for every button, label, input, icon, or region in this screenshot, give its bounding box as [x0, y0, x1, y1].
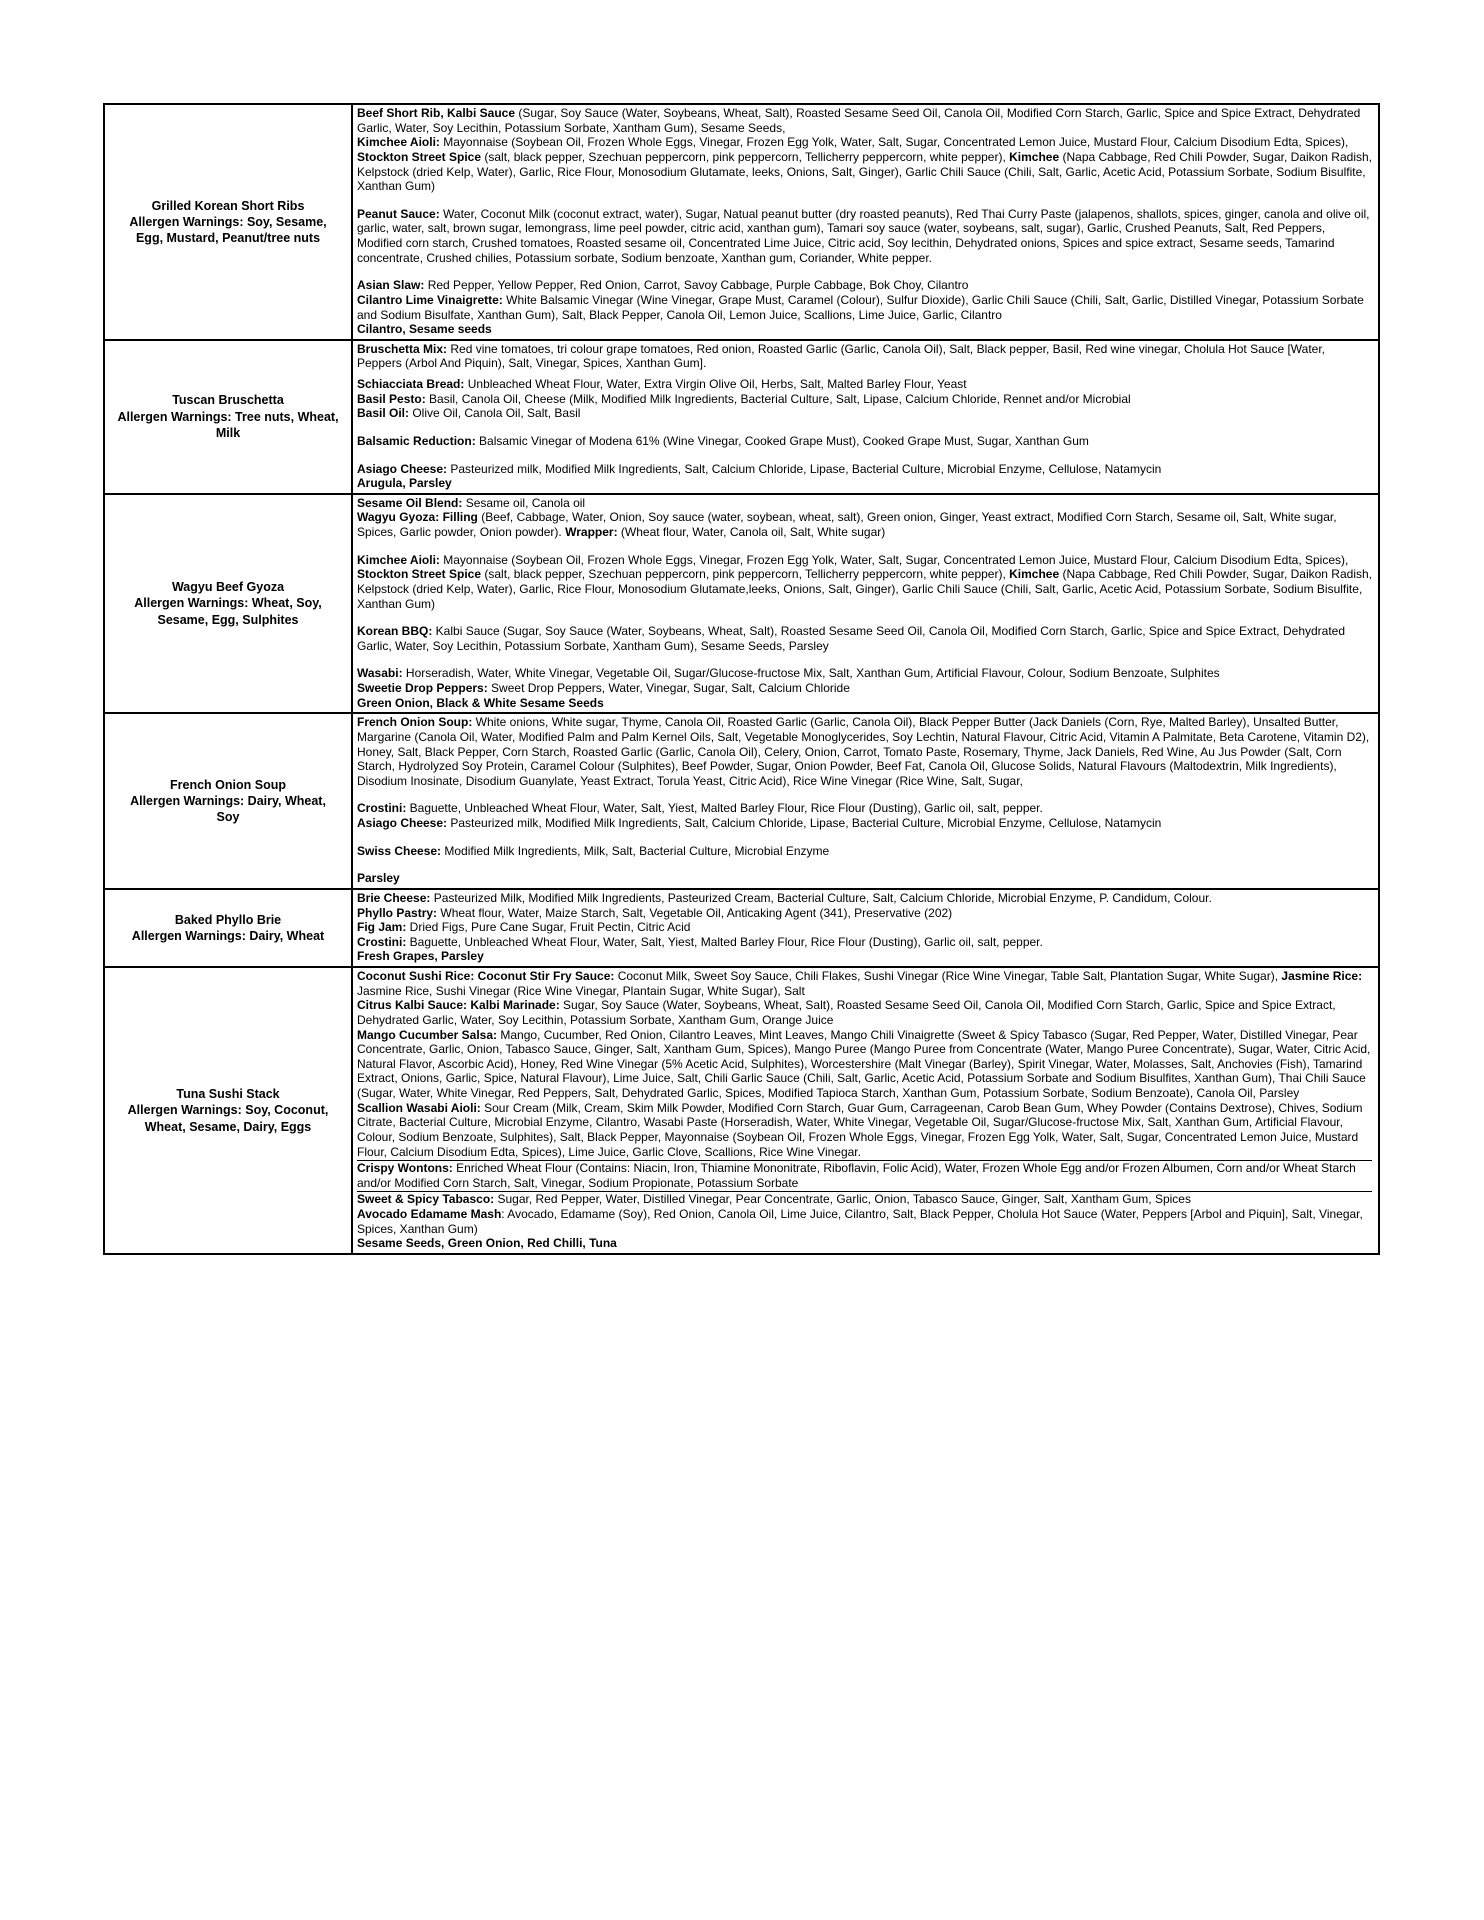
dish-name: Tuna Sushi Stack: [176, 1087, 280, 1102]
ingredient-paragraph: [357, 696, 1372, 711]
ingredient-paragraph: [357, 293, 1372, 322]
ingredient-paragraph: [357, 816, 1372, 831]
ingredient-label: Mango Cucumber Salsa:: [357, 1027, 498, 1042]
ingredient-text: White onions, White sugar, Thyme, Canola Oil, Roasted Garlic (Garlic, Canola Oil), Black Pepper Butter (Jack Daniels (Corn, Rye, Malted Barley), Unsalted Butter, Margarine (Canola Oil, Water, Modified Palm and Palm Kernel Oils, Salt, Vegetable Monoglycerides, Soy Lechtin, Natural Flavour, Citric Acid, Vitamin A Palmitate, Beta Carotene, Vitamin D2), Honey, Salt, Black Pepper, Corn Starch, Roasted Garlic (Garlic, Canola Oil), Celery, Onion, Carrot, Tomato Paste, Rosemary, Thyme, Jack Daniels, Red Wine, Au Jus Powder (Salt, Corn Starch, Hydrolyzed Soy Protein, Caramel Colour (Sulphites), Beef Powder, Sugar, Onion Powder, Beef Fat, Canola Oil, Glucose Solids, Natural Flavours (Maltodextrin, Milk Ingredients), Disodium Inosinate, Disodium Guanylate, Yeast Extract, Torula Yeast, Citric Acid), Rice Wine Vinegar (Rice Wine, Salt, Sugar,: [357, 715, 1370, 788]
ingredient-paragraph: [357, 1101, 1372, 1162]
ingredient-paragraph: [357, 1236, 1372, 1251]
dish-cell: [104, 340, 352, 494]
ingredient-text: Red vine tomatoes, tri colour grape tomatoes, Red onion, Roasted Garlic (Garlic, Canola Oil), Salt, Black pepper, Basil, Red wine vinegar, Cholula Hot Sauce [Water, Peppers (Arbol And Piquin), Salt, Vinegar, Spices, Xanthan Gum].: [357, 341, 1326, 371]
ingredient-text: (Napa Cabbage, Red Chili Powder, Sugar, Daikon Radish, Kelpstock (dried Kelp, Water), Garlic, Rice Flour, Monosodium Glutamate,leeks, Onions, Salt, Ginger), Garlic Chili Sauce (Chili, Salt, Garlic, Acetic Acid, Potassium Sorbate, Sodium Bisulfite, Xanthan Gum): [357, 567, 1372, 611]
ingredient-text: Dried Figs, Pure Cane Sugar, Fruit Pectin, Citric Acid: [406, 920, 691, 935]
ingredient-text: Baguette, Unbleached Wheat Flour, Water, Salt, Yiest, Malted Barley Flour, Rice Flour (Dusting), Garlic oil, salt, pepper.: [406, 934, 1043, 949]
dish-name: Grilled Korean Short Ribs: [151, 198, 305, 213]
dish-cell: [104, 494, 352, 714]
ingredient-label: Basil Oil:: [357, 406, 410, 421]
ingredient-paragraph: [357, 406, 1372, 421]
ingredient-paragraph: [357, 1207, 1372, 1236]
ingredient-text: Horseradish, Water, White Vinegar, Vegetable Oil, Sugar/Glucose-fructose Mix, Salt, Xanthan Gum, Artificial Flavour, Colour, Sodium Benzoate, Sulphites: [402, 666, 1220, 681]
ingredient-text: (Wheat flour, Water, Canola oil, Salt, White sugar): [620, 525, 886, 539]
ingredient-paragraph: [357, 891, 1372, 906]
ingredient-label: Fresh Grapes, Parsley: [357, 949, 484, 964]
ingredient-label: Green Onion, Black & White Sesame Seeds: [357, 695, 604, 710]
dish-cell: [104, 713, 352, 889]
ingredient-text: Pasteurized milk, Modified Milk Ingredients, Salt, Calcium Chloride, Lipase, Bacterial Culture, Microbial Enzyme, Cellulose, Natamycin: [447, 816, 1162, 830]
ingredient-paragraph: [357, 377, 1372, 392]
ingredient-paragraph: [357, 476, 1372, 491]
ingredient-label: Scallion Wasabi Aioli:: [357, 1100, 481, 1115]
ingredient-paragraph: [357, 342, 1372, 371]
dish-cell: [104, 967, 352, 1254]
ingredient-paragraph: [357, 322, 1372, 337]
dish-name: Wagyu Beef Gyoza: [171, 580, 285, 595]
ingredient-label: Jasmine Rice:: [1281, 969, 1363, 983]
ingredient-label: Stockton Street Spice: [357, 567, 485, 582]
ingredient-text: Pasteurized milk, Modified Milk Ingredients, Salt, Calcium Chloride, Lipase, Bacterial Culture, Microbial Enzyme, Cellulose, Natamycin: [447, 461, 1162, 476]
ingredient-label: Brie Cheese:: [357, 890, 431, 905]
ingredient-label: Basil Pesto:: [357, 391, 426, 406]
ingredient-text: Balsamic Vinegar of Modena 61% (Wine Vinegar, Cooked Grape Must), Cooked Grape Must, Sugar, Xanthan Gum: [475, 433, 1089, 448]
menu-row: [104, 494, 1379, 714]
ingredient-label: Crispy Wontons:: [357, 1161, 453, 1176]
ingredients-cell: [352, 494, 1379, 714]
ingredient-paragraph: [357, 906, 1372, 921]
dish-allergens: Allergen Warnings: Soy, Coconut, Wheat, Sesame, Dairy, Eggs: [127, 1103, 329, 1134]
ingredient-text: Sugar, Soy Sauce (Water, Soybeans, Wheat, Salt), Roasted Sesame Seed Oil, Canola Oil, Modified Corn Starch, Garlic, Spice and Spice Extract, Dehydrated Garlic, Water, Soy Lecithin, Potassium Sorbate, Xantham Gum, Orange Juice: [357, 998, 1336, 1027]
ingredient-label: Sweet & Spicy Tabasco:: [357, 1192, 495, 1207]
allergen-table-body: [104, 104, 1379, 1254]
ingredient-text: Enriched Wheat Flour (Contains: Niacin, Iron, Thiamine Mononitrate, Riboflavin, Folic Acid), Water, Frozen Whole Egg and/or Frozen Albumen, Corn and/or Wheat Starch and/or Modified Corn Starch, Salt, Vinegar, Sodium Propionate, Potassium Sorbate: [357, 1161, 1356, 1190]
ingredient-paragraph: [357, 969, 1372, 998]
ingredient-label: Cilantro Lime Vinaigrette:: [357, 292, 503, 307]
ingredient-label: Avocado Edamame Mash: [357, 1207, 502, 1221]
ingredient-label: Kimchee: [1009, 567, 1063, 582]
ingredient-label: Wasabi:: [357, 666, 403, 681]
ingredients-cell: [352, 104, 1379, 340]
ingredient-label: Asian Slaw:: [357, 278, 425, 293]
ingredients-cell: [352, 967, 1379, 1254]
ingredient-text: Coconut Milk, Sweet Soy Sauce, Chili Flakes, Sushi Vinegar (Rice Wine Vinegar, Table Salt, Plantation Sugar, White Sugar),: [614, 969, 1282, 983]
ingredient-text: Sesame oil, Canola oil: [465, 495, 586, 510]
ingredient-text: Basil, Canola Oil, Cheese (Milk, Modified Milk Ingredients, Bacterial Culture, Salt, Lipase, Calcium Chloride, Rennet and/or Microbial: [425, 391, 1131, 406]
ingredient-text: Water, Coconut Milk (coconut extract, water), Sugar, Natual peanut butter (dry roasted peanuts), Red Thai Curry Paste (jalapenos, shallots, spices, ginger, canola and olive oil, garlic, water, salt, brown sugar, lemongrass, lime peel powder, citric acid, xanthan gum), Tamari soy sauce (water, soybeans, salt, sugar), Garlic, Crushed Peanuts, Salt, Red Peppers, Modified corn starch, Crushed tomatoes, Roasted sesame oil, Concentrated Lime Juice, Citric acid, Soy lecithin, Dehydrated onions, Spices and spice extract, Sesame seeds, Tamarind concentrate, Crushed chilies, Potassium sorbate, Sodium benzoate, Xanthan gum, Coriander, White pepper.: [357, 206, 1370, 265]
ingredient-label: Phyllo Pastry:: [357, 905, 438, 920]
ingredient-text: Wheat flour, Water, Maize Starch, Salt, Vegetable Oil, Anticaking Agent (341), Preservative (202): [437, 905, 953, 920]
ingredient-paragraph: [357, 624, 1372, 653]
ingredient-label: Cilantro, Sesame seeds: [357, 322, 492, 337]
ingredient-label: Kimchee Aioli:: [357, 552, 440, 567]
dish-name: Tuscan Bruschetta: [172, 393, 284, 408]
ingredient-paragraph: [357, 510, 1372, 539]
menu-row: [104, 340, 1379, 494]
ingredient-text: (salt, black pepper, Szechuan peppercorn, pink peppercorn, Tellicherry peppercorn, white pepper),: [484, 149, 1010, 164]
ingredient-text: Mango, Cucumber, Red Onion, Cilantro Leaves, Mint Leaves, Mango Chili Vinaigrette (Sweet & Spicy Tabasco (Sugar, Red Pepper, Water, Distilled Vinegar, Pear Concentrate, Garlic, Onion, Tabasco Sauce, Ginger, Salt, Xantham Gum, Spices), Mango Puree (Mango Puree from Concentrate (Water, Mango Puree Concentrate), Sugar, Water, Citric Acid, Natural Flavor, Ascorbic Acid), Honey, Red Wine Vinegar (5% Acetic Acid, Sulphites), Worcestershire (Malt Vinegar (Barley), Spirit Vinegar, Water, Molasses, Salt, Anchovies (Fish), Tamarind Extract, Onions, Garlic, Spice, Natural Flavour), Lime Juice, Salt, Chili Garlic Sauce (Chili, Salt, Garlic, Acetic Acid, Potassium Sorbate and Sodium Bisulfites, Xanthan Gum), Thai Chili Sauce (Sugar, Water, White Vinegar, Red Peppers, Salt, Dehydrated Garlic, Spices, Modified Tapioca Starch, Xanthan Gum, Potassium Sorbate, Sodium Benzoate), Canola Oil, Parsley: [357, 1027, 1371, 1100]
ingredients-cell: [352, 889, 1379, 967]
ingredient-text: (Beef, Cabbage, Water, Onion, Soy sauce (water, soybean, wheat, salt), Green onion, Ginger, Yeast extract, Modified Corn Starch, Sesame oil, Salt, White sugar, Spices, Garlic powder, Onion powder).: [357, 510, 1337, 539]
menu-row: [104, 889, 1379, 967]
ingredient-paragraph: [357, 207, 1372, 266]
ingredient-label: Parsley: [357, 871, 400, 886]
allergen-table: [103, 103, 1380, 1255]
ingredient-label: Coconut Sushi Rice: Coconut Stir Fry Sauce:: [357, 969, 615, 983]
ingredient-label: Swiss Cheese:: [357, 843, 442, 858]
ingredient-paragraph: [357, 553, 1372, 612]
ingredient-paragraph: [357, 998, 1372, 1027]
ingredient-text: Jasmine Rice, Sushi Vinegar (Rice Wine Vinegar, Plantain Sugar, White Sugar), Salt: [357, 983, 805, 998]
ingredients-cell: [352, 340, 1379, 494]
ingredient-label: Fig Jam:: [357, 920, 407, 935]
ingredient-label: Korean BBQ:: [357, 624, 433, 639]
ingredient-label: Bruschetta Mix:: [357, 341, 448, 356]
ingredient-paragraph: [357, 462, 1372, 477]
ingredient-label: Wagyu Gyoza: Filling: [357, 510, 482, 525]
ingredient-paragraph: [357, 392, 1372, 407]
ingredient-label: Kimchee: [1009, 149, 1063, 164]
ingredient-paragraph: [357, 949, 1372, 964]
dish-name: Baked Phyllo Brie: [174, 912, 282, 927]
dish-allergens: Allergen Warnings: Soy, Sesame, Egg, Mustard, Peanut/tree nuts: [129, 214, 327, 245]
dish-cell: [104, 889, 352, 967]
ingredient-text: Kalbi Sauce (Sugar, Soy Sauce (Water, Soybeans, Wheat, Salt), Roasted Sesame Seed Oil, Canola Oil, Modified Corn Starch, Garlic, Spice and Spice Extract, Dehydrated Garlic, Water, Soy Lecithin, Potassium Sorbate, Xantham Gum), Sesame Seeds, Parsley: [357, 624, 1346, 653]
ingredient-label: Wrapper:: [565, 525, 621, 539]
ingredient-text: Olive Oil, Canola Oil, Salt, Basil: [409, 406, 581, 421]
ingredient-paragraph: [357, 681, 1372, 696]
ingredient-label: Crostini:: [357, 934, 407, 949]
ingredient-label: Arugula, Parsley: [357, 476, 452, 491]
ingredient-paragraph: [357, 666, 1372, 681]
ingredient-paragraph: [357, 106, 1372, 135]
ingredient-paragraph: [357, 801, 1372, 816]
ingredient-label: Sweetie Drop Peppers:: [357, 681, 488, 695]
ingredient-label: Schiacciata Bread:: [357, 377, 465, 391]
dish-allergens: Allergen Warnings: Wheat, Soy, Sesame, Egg, Sulphites: [134, 596, 322, 627]
ingredient-paragraph: [357, 920, 1372, 935]
dish-allergens: Allergen Warnings: Dairy, Wheat, Soy: [130, 793, 326, 825]
ingredient-paragraph: [357, 1028, 1372, 1101]
ingredient-text: Modified Milk Ingredients, Milk, Salt, Bacterial Culture, Microbial Enzyme: [441, 843, 830, 858]
ingredient-text: Sweet Drop Peppers, Water, Vinegar, Sugar, Salt, Calcium Chloride: [487, 681, 850, 695]
ingredient-label: Stockton Street Spice: [357, 149, 485, 164]
ingredient-text: White Balsamic Vinegar (Wine Vinegar, Grape Must, Caramel (Colour), Sulfur Dioxide), Garlic Chili Sauce (Chili, Salt, Garlic, Distilled Vinegar, Potassium Sorbate and Sodium Bisulfate, Xanthan Gum), Salt, Black Pepper, Canola Oil, Lemon Juice, Scallions, Lime Juice, Garlic, Cilantro: [357, 292, 1364, 322]
ingredient-label: Balsamic Reduction:: [357, 433, 476, 448]
ingredient-label: Sesame Oil Blend:: [357, 495, 466, 510]
ingredient-text: Red Pepper, Yellow Pepper, Red Onion, Carrot, Savoy Cabbage, Purple Cabbage, Bok Choy, Cilantro: [424, 278, 969, 293]
dish-allergens: Allergen Warnings: Dairy, Wheat: [131, 928, 325, 943]
ingredient-text: Baguette, Unbleached Wheat Flour, Water, Salt, Yiest, Malted Barley Flour, Rice Flour (Dusting), Garlic oil, salt, pepper.: [406, 801, 1043, 816]
menu-row: [104, 713, 1379, 889]
menu-row: [104, 104, 1379, 340]
ingredient-paragraph: [357, 496, 1372, 511]
ingredient-label: French Onion Soup:: [357, 715, 473, 730]
dish-cell: [104, 104, 352, 340]
ingredient-text: Sugar, Red Pepper, Water, Distilled Vinegar, Pear Concentrate, Garlic, Onion, Tabasco Sauce, Ginger, Salt, Xantham Gum, Spices: [494, 1192, 1191, 1207]
ingredient-label: Sesame Seeds, Green Onion, Red Chilli, Tuna: [357, 1236, 617, 1251]
ingredient-label: Asiago Cheese:: [357, 461, 448, 476]
ingredient-paragraph: [357, 844, 1372, 859]
ingredient-text: : Avocado, Edamame (Soy), Red Onion, Canola Oil, Lime Juice, Cilantro, Salt, Black Pepper, Cholula Hot Sauce (Water, Peppers [Arbol and Piquin], Salt, Vinegar, Spices, Xanthan Gum): [357, 1207, 1363, 1236]
ingredient-paragraph: [357, 278, 1372, 293]
ingredients-cell: [352, 713, 1379, 889]
ingredient-text: (Napa Cabbage, Red Chili Powder, Sugar, Daikon Radish, Kelpstock (dried Kelp, Water), Garlic, Rice Flour, Monosodium Glutamate, leeks, Onions, Salt, Ginger), Garlic Chili Sauce (Chili, Salt, Garlic, Acetic Acid, Potassium Sorbate, Sodium Bisulfite, Xanthan Gum): [357, 149, 1372, 194]
ingredient-label: Crostini:: [357, 801, 407, 816]
ingredient-text: Unbleached Wheat Flour, Water, Extra Virgin Olive Oil, Herbs, Salt, Malted Barley Flour, Yeast: [464, 377, 967, 391]
dish-allergens: Allergen Warnings: Tree nuts, Wheat, Milk: [117, 409, 339, 440]
ingredient-text: Mayonnaise (Soybean Oil, Frozen Whole Eggs, Vinegar, Frozen Egg Yolk, Water, Salt, Sugar, Concentrated Lemon Juice, Mustard Flour, Calcium Disodium Edta, Spices),: [439, 135, 1349, 150]
ingredient-paragraph: [357, 1161, 1372, 1192]
ingredient-paragraph: [357, 1192, 1372, 1207]
dish-name: French Onion Soup: [170, 777, 286, 792]
ingredient-label: Kimchee Aioli:: [357, 135, 440, 150]
ingredient-label: Asiago Cheese:: [357, 816, 448, 830]
ingredient-label: Peanut Sauce:: [357, 206, 440, 221]
ingredient-paragraph: [357, 871, 1372, 886]
ingredient-label: Beef Short Rib, Kalbi Sauce: [357, 106, 519, 120]
menu-row: [104, 967, 1379, 1254]
ingredient-text: (Sugar, Soy Sauce (Water, Soybeans, Wheat, Salt), Roasted Sesame Seed Oil, Canola Oil, Modified Corn Starch, Garlic, Spice and Spice Extract, Dehydrated Garlic, Water, Soy Lecithin, Potassium Sorbate, Xantham Gum), Sesame Seeds,: [357, 106, 1361, 135]
ingredient-text: (salt, black pepper, Szechuan peppercorn, pink peppercorn, Tellicherry peppercorn, white pepper),: [484, 567, 1010, 582]
ingredient-paragraph: [357, 434, 1372, 449]
ingredient-paragraph: [357, 715, 1372, 788]
ingredient-paragraph: [357, 935, 1372, 950]
ingredient-text: Mayonnaise (Soybean Oil, Frozen Whole Eggs, Vinegar, Frozen Egg Yolk, Water, Salt, Sugar, Concentrated Lemon Juice, Mustard Flour, Calcium Disodium Edta, Spices),: [439, 552, 1349, 567]
ingredient-text: Sour Cream (Milk, Cream, Skim Milk Powder, Modified Corn Starch, Guar Gum, Carrageenan, Carob Bean Gum, Whey Powder (Contains Dextrose), Chives, Sodium Citrate, Bacterial Culture, Microbial Enzyme, Cilantro, Wasabi Paste (Horseradish, Water, White Vinegar, Vegetable Oil, Sugar/Glucose-fructose Mix, Salt, Xanthan Gum, Artificial Flavour, Colour, Sodium Benzoate, Sulphites), Salt, Black Pepper, Mayonnaise (Soybean Oil, Frozen Whole Eggs, Vinegar, Frozen Egg Yolk, Water, Salt, Sugar, Concentrated Lemon Juice, Mustard Flour, Calcium Disodium Edta, Spices), Lime Juice, Garlic Clove, Scallions, Rice Wine Vinegar.: [357, 1100, 1363, 1159]
ingredient-label: Citrus Kalbi Sauce: Kalbi Marinade:: [357, 998, 560, 1013]
ingredient-paragraph: [357, 135, 1372, 194]
ingredient-text: Pasteurized Milk, Modified Milk Ingredients, Pasteurized Cream, Bacterial Culture, Salt, Calcium Chloride, Microbial Enzyme, P. Candidum, Colour.: [430, 890, 1212, 905]
